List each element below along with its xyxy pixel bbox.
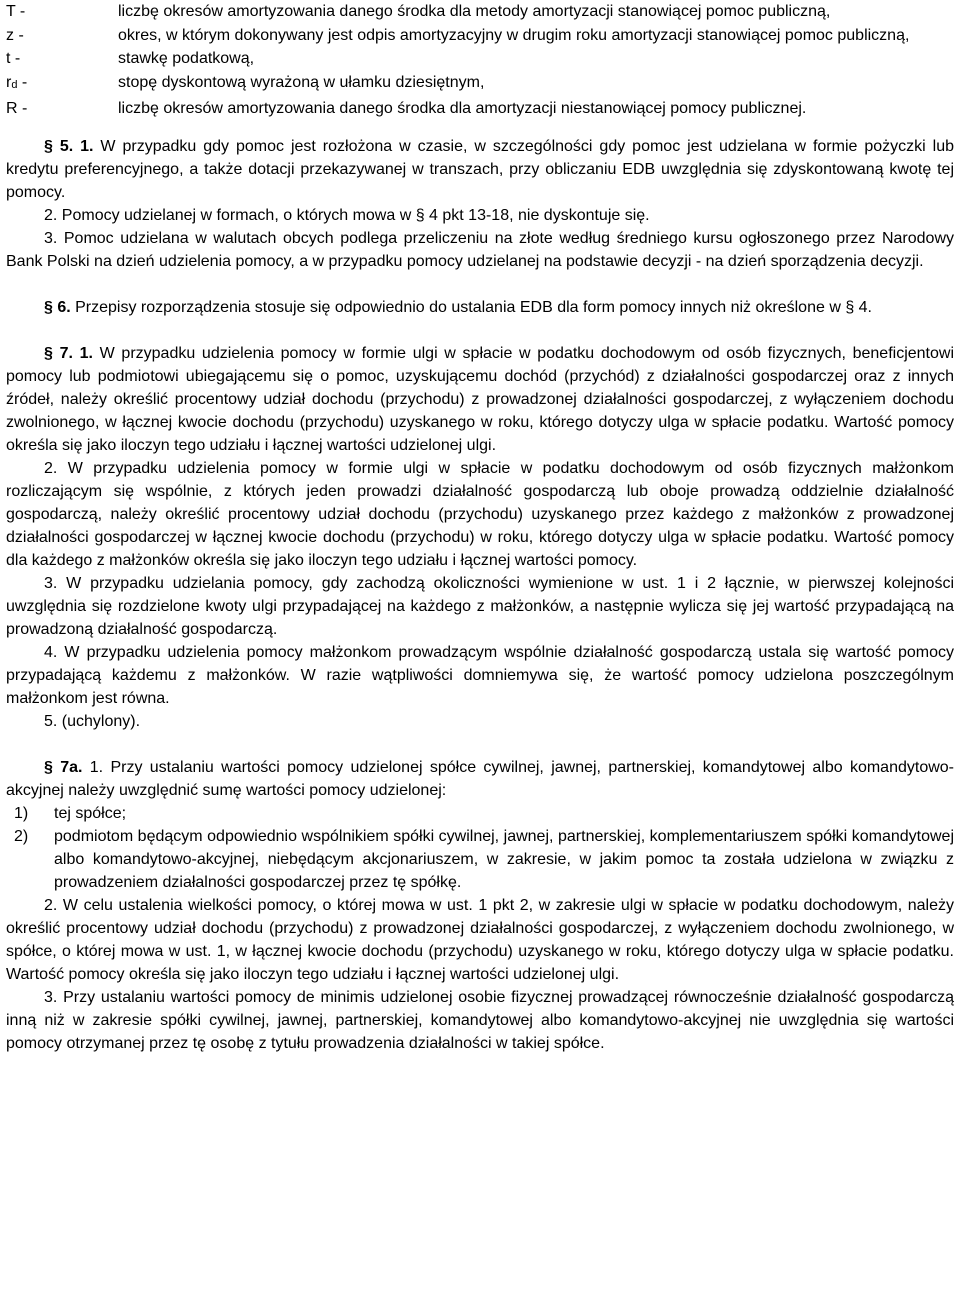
definition-text: okres, w którym dokonywany jest odpis amortyzacyjny w drugim roku amortyzacji stanowiącej pomoc publiczną,: [118, 26, 910, 44]
section-5-para-3: 3. Pomoc udzielana w walutach obcych podlega przeliczeniu na złote według średniego kursu ogłoszonego przez Narodowy Bank Polski na dzień udzielenia pomocy, a w przypadku pomocy udzielanej na podstawie decyzji - na dzień sporządzenia decyzji.: [6, 229, 954, 270]
section-6-para-1: [6, 296, 954, 319]
section-7-para-5: 5. (uchylony).: [44, 712, 141, 730]
list-item: [6, 825, 954, 894]
list-item-number: 1): [14, 804, 29, 822]
definition-rd: [6, 71, 954, 98]
definition-key: T -: [6, 3, 26, 20]
definitions-list: [6, 0, 954, 121]
definition-key: R -: [6, 100, 28, 117]
definition-R: [6, 97, 954, 121]
section-7a-para-2: 2. W celu ustalenia wielkości pomocy, o której mowa w ust. 1 pkt 2, w zakresie ulgi w spłacie w podatku dochodowym, należy określić procentowy udział dochodu (przychodu) z prowadzonej działalności gospodarczej, z wyłączeniem dochodu zwolnionego, w spółce, o której mowa w ust. 1, w łącznej kwocie dochodu (przychodu) uzyskanego w roku, którego dotyczy ulga w spłacie podatku. Wartość pomocy określa się jako iloczyn tego udziału i łącznej wartości udzielonej ulgi.: [6, 896, 954, 983]
section-7-para-4: 4. W przypadku udzielenia pomocy małżonkom prowadzącym wspólnie działalność gospodarczą ustala się wartość pomocy przypadającą każdemu z małżonków. W razie wątpliwości domniemywa się, że wartość pomocy udzielona poszczególnym małżonkom jest równa.: [6, 643, 954, 707]
section-7-para-1: [6, 342, 954, 457]
section-5: [6, 135, 954, 273]
definition-key-dash: -: [17, 73, 28, 91]
definition-key: [6, 71, 118, 98]
definition-t: [6, 47, 954, 71]
section-5-para-2: 2. Pomocy udzielanej w formach, o których mowa w § 4 pkt 13-18, nie dyskontuje się.: [44, 206, 650, 224]
definition-z: [6, 24, 954, 48]
definition-text: liczbę okresów amortyzowania danego środka dla amortyzacji niestanowiącej pomocy publicznej.: [118, 100, 807, 117]
list-item: [6, 802, 954, 825]
section-7a: [6, 756, 954, 1055]
section-7a-para-1: [6, 756, 954, 802]
section-7: [6, 342, 954, 733]
definition-key: t -: [6, 50, 21, 67]
definition-text: stopę dyskontową wyrażoną w ułamku dziesiętnym,: [118, 73, 485, 91]
list-item-text: podmiotom będącym odpowiednio wspólnikiem spółki cywilnej, jawnej, partnerskiej, komplementariuszem spółki komandytowej albo komandytowo-akcyjnej, niebędącym akcjonariuszem, w zakresie, w jakim pomoc ta została udzielona w związku z prowadzeniem działalności gospodarczej przez tę spółkę.: [54, 827, 954, 891]
document-page: [6, 0, 954, 1055]
definition-text: stawkę podatkową,: [118, 50, 255, 67]
section-5-text-1: W przypadku gdy pomoc jest rozłożona w czasie, w szczególności gdy pomoc jest udzielana w formie pożyczki lub kredytu preferencyjnego, a także dotacji przekazywanej w transzach, przy obliczaniu EDB uwzględnia się zdyskontowaną kwotę tej pomocy.: [6, 137, 954, 201]
section-5-heading: § 5. 1.: [44, 137, 94, 155]
definition-T: [6, 0, 954, 24]
section-7-text-1: W przypadku udzielenia pomocy w formie ulgi w spłacie w podatku dochodowym od osób fizycznych, beneficjentowi pomocy lub podmiotowi ubiegającemu się o pomoc, uzyskującemu dochód (przychód) z działalności gospodarczej oraz z innych źródeł, należy określić procentowy udział dochodu (przychodu) z prowadzonej działalności gospodarczej, z wyłączeniem dochodu zwolnionego, w łącznej kwocie dochodu (przychodu) uzyskanego w roku, którego dotyczy ulga w spłacie podatku. Wartość pomocy określa się jako iloczyn tego udziału i łącznej wartości udzielonej ulgi.: [6, 344, 954, 454]
definition-key-main: r: [6, 73, 12, 91]
section-7a-heading: § 7a.: [44, 758, 83, 776]
definition-key: z -: [6, 26, 24, 44]
section-7a-text-1: 1. Przy ustalaniu wartości pomocy udzielonej spółce cywilnej, jawnej, partnerskiej, komandytowej albo komandytowo-akcyjnej należy uwzględnić sumę wartości pomocy udzielonej:: [6, 758, 955, 799]
section-6-text-1: Przepisy rozporządzenia stosuje się odpowiednio do ustalania EDB dla form pomocy innych niż określone w § 4.: [70, 298, 872, 316]
list-item-number: 2): [14, 827, 29, 845]
section-6-heading: § 6.: [44, 298, 71, 316]
section-6: [6, 296, 954, 319]
section-7a-para-3: 3. Przy ustalaniu wartości pomocy de minimis udzielonej osobie fizycznej prowadzącej równocześnie działalność gospodarczą inną niż w zakresie spółki cywilnej, jawnej, partnerskiej, komandytowej albo komandytowo-akcyjnej nie uwzględnia się wartości pomocy otrzymanej przez tę osobę z tytułu prowadzenia działalności w takiej spółce.: [6, 988, 954, 1052]
list-item-text: tej spółce;: [54, 804, 127, 822]
section-7-para-2: 2. W przypadku udzielenia pomocy w formie ulgi w spłacie w podatku dochodowym od osób fizycznych małżonkom rozliczającym się wspólnie, z których jeden prowadzi działalność gospodarczą lub oboje prowadzą oddzielnie działalność gospodarczą, należy określić procentowy udział dochodu (przychodu) uzyskanego przez każdego z małżonków z prowadzonej działalności gospodarczej w łącznej kwocie dochodu (przychodu) w roku, którego dotyczy ulga w spłacie podatku. Wartość pomocy dla każdego z małżonków określa się jako iloczyn tego udziału i łącznej wartości pomocy.: [6, 459, 954, 569]
definition-key-subscript: d: [11, 78, 18, 91]
section-7-heading: § 7. 1.: [44, 344, 93, 362]
section-7-para-3: 3. W przypadku udzielania pomocy, gdy zachodzą okoliczności wymienione w ust. 1 i 2 łącznie, w pierwszej kolejności uwzględnia się rozdzielone kwoty ulgi przypadającej na każdego z małżonków, a następnie wylicza się jej wartość przypadającą na prowadzoną działalność gospodarczą.: [6, 574, 954, 638]
section-5-para-1: [6, 135, 954, 204]
definition-text: liczbę okresów amortyzowania danego środka dla metody amortyzacji stanowiącej pomoc publiczną,: [118, 3, 831, 20]
